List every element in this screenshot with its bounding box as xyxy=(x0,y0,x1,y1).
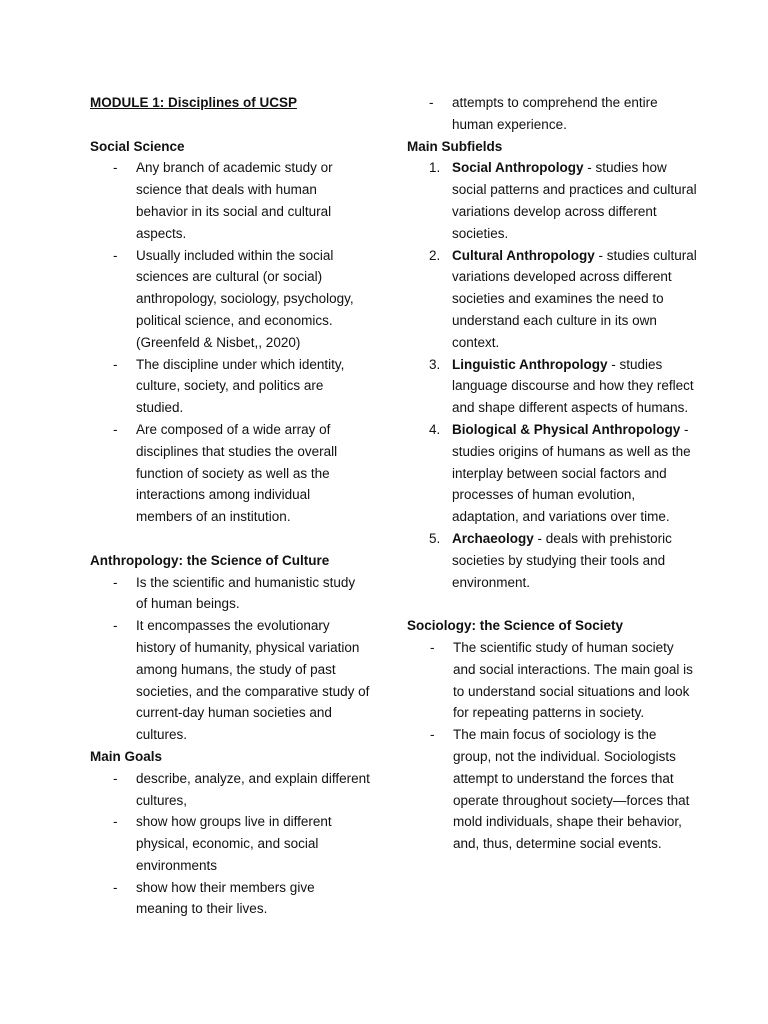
dash-marker: - xyxy=(113,814,118,830)
list-item-text: The scientific study of human society and social interactions. The main goal is to understand social situations and look for repeating patterns in society. xyxy=(453,639,693,721)
list-item-text: It encompasses the evolutionary history of humanity, physical variation among humans, the study of past societies, and the comparative study of current-day human societies and cultures. xyxy=(136,618,370,743)
list-item xyxy=(90,877,370,921)
spacer xyxy=(90,114,370,136)
social-science-list xyxy=(90,157,370,528)
list-item xyxy=(407,419,697,528)
list-item-text: The main focus of sociology is the group, not the individual. Sociologists attempt to understand the forces that operate throughout society—forces that mold individuals, shape their behavior, and, thus, determine social events. xyxy=(453,727,690,852)
list-item xyxy=(90,811,370,876)
main-subfields-heading: Main Subfields xyxy=(407,138,503,154)
main-subfields-list xyxy=(407,157,697,593)
dash-marker: - xyxy=(113,421,118,437)
list-item xyxy=(407,528,697,593)
subfield-term: Biological & Physical Anthropology xyxy=(452,421,681,437)
dash-marker: - xyxy=(430,639,435,655)
right-column xyxy=(407,92,697,855)
subfield-term: Cultural Anthropology xyxy=(452,247,595,263)
subfield-desc: - studies how social patterns and practices and cultural variations develop across different societies. xyxy=(452,160,697,241)
dash-marker: - xyxy=(113,574,118,590)
continuation-item xyxy=(407,92,697,136)
list-number: 3. xyxy=(429,356,441,372)
list-item xyxy=(90,354,370,419)
list-item-text: The discipline under which identity, culture, society, and politics are studied. xyxy=(136,356,345,416)
dash-marker: - xyxy=(430,727,435,743)
spacer xyxy=(407,593,697,615)
list-number: 2. xyxy=(429,247,441,263)
sociology-heading: Sociology: the Science of Society xyxy=(407,618,624,634)
anthropology-heading: Anthropology: the Science of Culture xyxy=(90,552,330,568)
list-item xyxy=(90,419,370,528)
list-item xyxy=(407,637,697,724)
anthropology-list xyxy=(90,572,370,746)
list-item-text: Usually included within the social sciences are cultural (or social) anthropology, sociology, psychology, political science, and economics. (Greenfeld & Nisbet,, 2020) xyxy=(136,247,354,350)
module-title: MODULE 1: Disciplines of UCSP xyxy=(90,95,298,110)
list-number: 5. xyxy=(429,530,441,546)
sociology-list xyxy=(407,637,697,855)
list-item xyxy=(407,354,697,419)
list-item-text: show how their members give meaning to their lives. xyxy=(136,879,315,917)
main-goals-heading: Main Goals xyxy=(90,748,163,764)
subfield-term: Social Anthropology xyxy=(452,160,584,176)
list-item xyxy=(90,615,370,746)
list-item-text: Any branch of academic study or science that deals with human behavior in its social and cultural aspects. xyxy=(136,160,333,241)
list-item-text: Are composed of a wide array of disciplines that studies the overall function of society as well as the interactions among individual members of an institution. xyxy=(136,421,338,525)
list-item xyxy=(407,245,697,354)
list-item-text: show how groups live in different physical, economic, and social environments xyxy=(136,814,332,873)
list-item-text: Is the scientific and humanistic study of human beings. xyxy=(136,574,356,612)
dash-marker: - xyxy=(113,247,118,263)
subfield-desc: - studies language discourse and how they reflect and shape different aspects of humans. xyxy=(452,356,694,416)
social-science-heading: Social Science xyxy=(90,138,185,154)
subfield-term: Archaeology xyxy=(452,530,534,546)
list-item xyxy=(407,157,697,244)
list-item xyxy=(90,572,370,616)
dash-marker: - xyxy=(113,879,118,895)
spacer xyxy=(90,528,370,550)
list-number: 1. xyxy=(429,160,441,176)
list-item xyxy=(90,768,370,812)
subfield-desc: - deals with prehistoric societies by studying their tools and environment. xyxy=(452,530,672,590)
list-item xyxy=(90,245,370,354)
dash-marker: - xyxy=(113,356,118,372)
main-goals-list xyxy=(90,768,370,921)
list-item xyxy=(407,724,697,855)
dash-marker: - xyxy=(429,95,434,110)
dash-marker: - xyxy=(113,618,118,634)
left-column xyxy=(90,92,370,920)
list-item xyxy=(90,157,370,244)
list-number: 4. xyxy=(429,421,441,437)
list-item-text: describe, analyze, and explain different cultures, xyxy=(136,770,370,808)
subfield-term: Linguistic Anthropology xyxy=(452,356,608,372)
dash-marker: - xyxy=(113,770,118,786)
subfield-desc: - studies origins of humans as well as the interplay between social factors and processes of human evolution, adaptation, and variations over time. xyxy=(452,421,691,525)
subfield-desc: - studies cultural variations developed across different societies and examines the need to understand each culture in its own context. xyxy=(452,247,697,350)
list-item-text: attempts to comprehend the entire human experience. xyxy=(452,95,658,132)
dash-marker: - xyxy=(113,160,118,176)
